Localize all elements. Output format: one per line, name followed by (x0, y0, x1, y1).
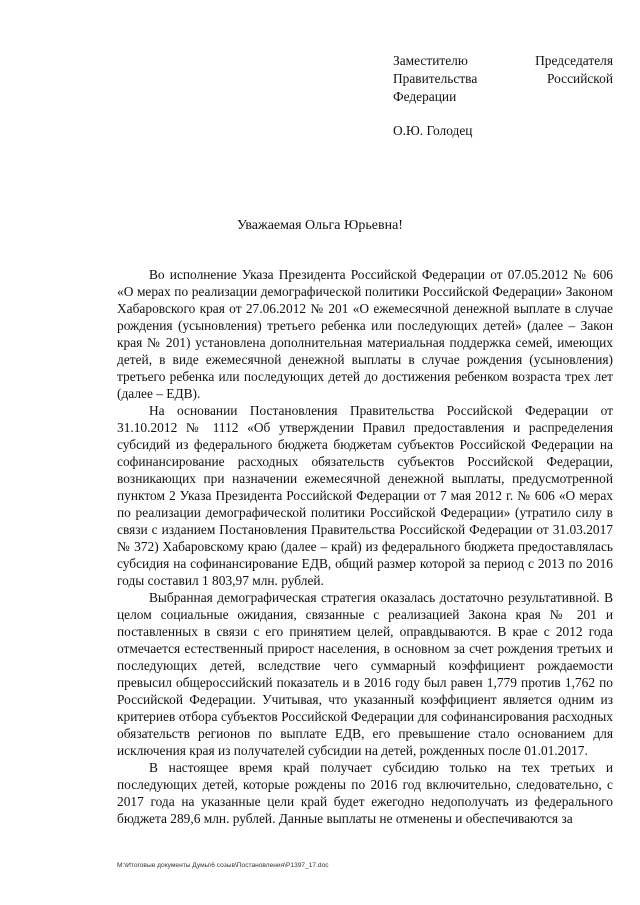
body-paragraph: Выбранная демографическая стратегия оказалась достаточно результативной. В целом социальные ожидания, связанные с реализацией Закона края № 201 и поставленных в связи с его принятием целей, оправдываются. В крае с 2012 года отмечается естественный прирост населения, в основном за счет рождения третьих и последующих детей, вследствие чего суммарный коэффициент рождаемости превысил общероссийский показатель и в 2016 году был равен 1,779 против 1,762 по Российской Федерации. Учитывая, что указанный коэффициент является одним из критериев отбора субъектов Российской Федерации для софинансирования расходных обязательств регионов по выплате ЕДВ, его превышение стало основанием для исключения края из получателей субсидии на детей, рожденных после 01.01.2017. (117, 590, 613, 758)
body-paragraph: В настоящее время край получает субсидию только на тех третьих и последующих детей, которые рождены по 2016 год включительно, следовательно, с 2017 года на указанные цели край будет ежегодно недополучать из федерального бюджета 289,6 млн. рублей. Данные выплаты не отменены и обеспечиваются за (117, 760, 613, 826)
addressee-line-3: Федерации (393, 89, 457, 104)
addressee-position-text: Заместителю (393, 53, 468, 68)
addressee-name: О.Ю. Голодец (393, 123, 473, 138)
body-paragraph: На основании Постановления Правительства Российской Федерации от 31.10.2012 № 1112 «Об утверждении Правил предоставления и распределения субсидий из федерального бюджета бюджетам субъектов Российской Федерации на софинансирование расходных обязательств субъектов Российской Федерации, возникающих при назначении ежемесячной денежной выплаты, предусмотренной пунктом 2 Указа Президента Российской Федерации от 7 мая 2012 г. № 606 «О мерах по реализации демографической политики Российской Федерации» (утратило силу в связи с изданием Постановления Правительства Российской Федерации от 31.03.2017 № 372) Хабаровскому краю (далее – край) из федерального бюджета предоставлялась субсидия на софинансирование ЕДВ, общий размер которой за период с 2013 по 2016 годы составил 1 803,97 млн. рублей. (117, 403, 613, 588)
file-path-footer: M:\Итоговые документы Думы\6 созыв\Постановления\P1397_17.doc (117, 862, 329, 869)
addressee-line-2 (393, 70, 613, 88)
addressee-position-text: Российской (547, 71, 613, 86)
addressee-position-text: Председателя (535, 53, 613, 68)
addressee-line-1 (393, 52, 613, 70)
letter-body (117, 266, 613, 827)
body-paragraph: Во исполнение Указа Президента Российской Федерации от 07.05.2012 № 606 «О мерах по реализации демографической политики Российской Федерации» Законом Хабаровского края от 27.06.2012 № 201 «О ежемесячной денежной выплате в случае рождения (усыновления) третьего ребенка или последующих детей» (далее – Закон края № 201) установлена дополнительная материальная поддержка семей, имеющих детей, в виде ежемесячной денежной выплаты в случае рождения (усыновления) третьего ребенка или последующих детей до достижения ребенком возраста трех лет (далее – ЕДВ). (117, 267, 613, 401)
salutation: Уважаемая Ольга Юрьевна! (237, 218, 403, 233)
addressee-position-text: Правительства (393, 71, 478, 86)
addressee-block (393, 52, 613, 140)
